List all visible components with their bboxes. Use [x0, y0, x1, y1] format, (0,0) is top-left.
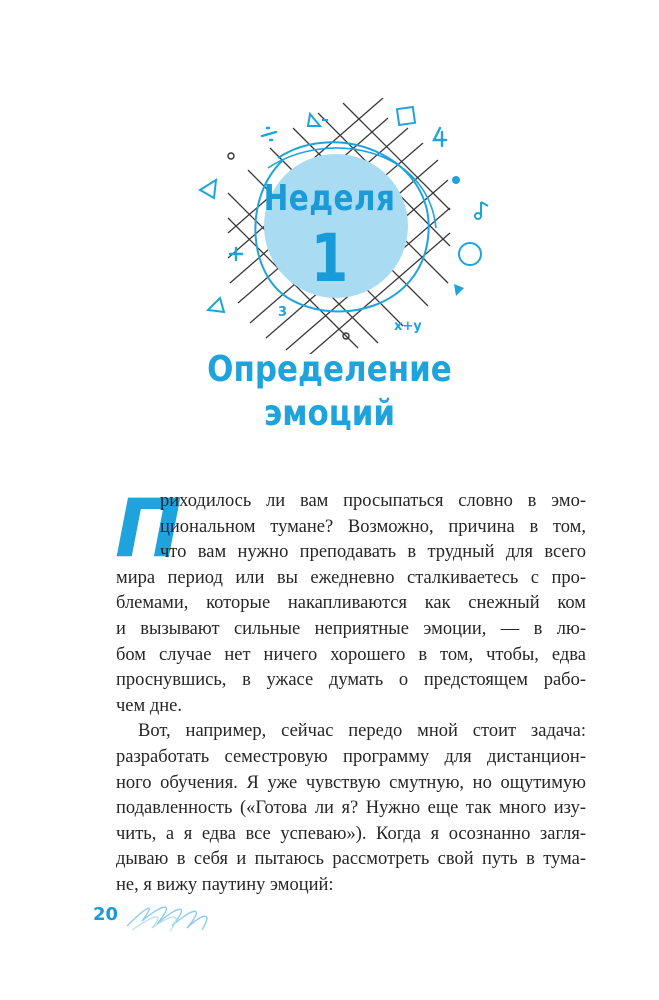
paragraph-line: ного обучения. Я уже чувствую смутную, но ощутимую: [116, 772, 586, 793]
paragraph-line: подавленность («Готова ли я? Нужно еще так много изу-: [116, 798, 586, 819]
dot-icon: [228, 153, 234, 159]
paragraph-line: блемами, которые накапливаются как снежный ком: [116, 593, 586, 614]
three-doodle: 3: [278, 305, 288, 320]
square-icon: [397, 107, 415, 125]
chapter-title-line-1: Определение: [207, 349, 452, 390]
paragraph-line: чить, а я едва все успеваю»). Когда я осознанно загля-: [116, 823, 586, 844]
paragraph-line: проснувшись, в ужасе думать о предстоящем рабо-: [116, 670, 586, 691]
paragraph-line: не, я вижу паутину эмоций:: [116, 874, 334, 895]
four-icon: [434, 128, 446, 146]
chapter-title-line-2: эмоций: [263, 393, 396, 434]
scribble-decoration: [122, 896, 222, 936]
paragraph-line: разработать семестровую программу для дистанцион-: [116, 746, 586, 767]
week-number: 1: [310, 220, 349, 297]
paragraph-line: бом случае нет ничего хорошего в том, чтобы, едва: [116, 644, 586, 665]
paragraph-line: мира период или вы ежедневно сталкиваетесь с про-: [116, 567, 586, 588]
paragraph-line: и вызывают сильные неприятные эмоции, — в лю-: [116, 618, 586, 639]
paragraph-line: дываю в себя и пытаюсь рассмотреть свой путь в тума-: [116, 849, 586, 870]
paragraph-line: циональном тумане? Возможно, причина в том,: [160, 516, 586, 537]
page-number: 20: [93, 904, 119, 925]
body-text: [115, 482, 586, 899]
week-label: Неделя: [263, 178, 396, 219]
drop-cap: П: [115, 482, 182, 575]
paragraph-line: Вот, например, сейчас передо мной стоит задача:: [138, 721, 586, 742]
delta-icon: [308, 114, 328, 126]
x-plus-y-doodle: x+y: [394, 319, 422, 334]
paragraph-line: риходилось ли вам просыпаться словно в эмо-: [160, 491, 586, 511]
paragraph-line: чем дне.: [116, 695, 182, 716]
paragraph-line: что вам нужно преподавать в трудный для всего: [160, 542, 586, 563]
triangle-outline-icon: [208, 298, 224, 312]
division-icon: [262, 128, 276, 140]
chapter-title: [46, 348, 613, 436]
